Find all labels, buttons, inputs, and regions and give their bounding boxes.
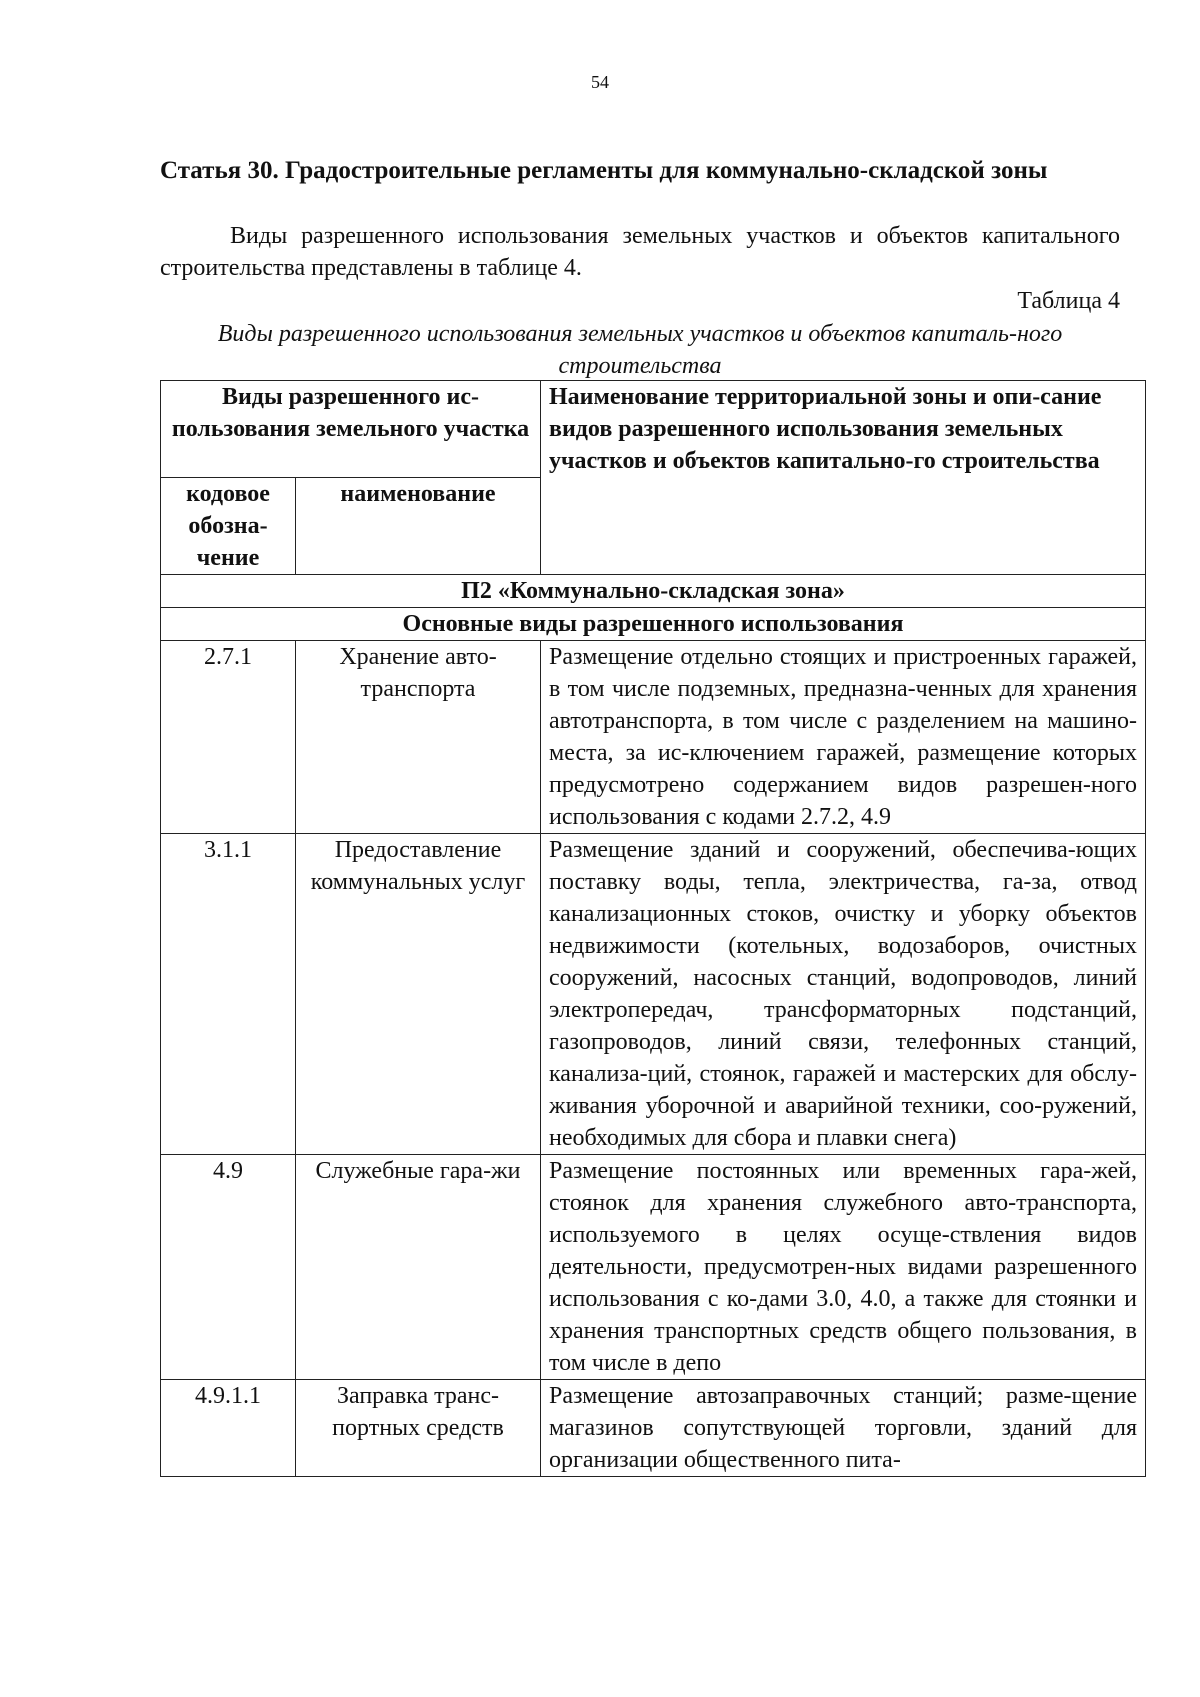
section-title: Основные виды разрешенного использования bbox=[161, 608, 1146, 641]
row-description: Размещение зданий и сооружений, обеспечива-ющих поставку воды, тепла, электричества, га-за, отвод канализационных стоков, очистку и уборку объектов недвижимости (котельных, водозаборов, очистных сооружений, насосных станций, водопроводов, линий электропередач, трансформаторных подстанций, газопроводов, линий связи, телефонных станций, канализа-ций, стоянок, гаражей и мастерских для обслу-живания уборочной и аварийной техники, соо-ружений, необходимых для сбора и плавки снега) bbox=[541, 834, 1146, 1155]
row-code: 2.7.1 bbox=[161, 641, 296, 834]
row-code: 4.9 bbox=[161, 1155, 296, 1380]
row-name: Заправка транс-портных средств bbox=[296, 1380, 541, 1477]
header-zone-description: Наименование территориальной зоны и опи-сание видов разрешенного использования земельных участков и объектов капитально-го строительства bbox=[541, 381, 1146, 575]
table-caption: Виды разрешенного использования земельных участков и объектов капиталь-ного строительства bbox=[217, 321, 1063, 379]
row-name: Предоставление коммунальных услуг bbox=[296, 834, 541, 1155]
article-title: Статья 30. Градостроительные регламенты для коммунально-складской зоны bbox=[160, 157, 1048, 184]
row-description: Размещение отдельно стоящих и пристроенных гаражей, в том числе подземных, предназна-ченных для хранения автотранспорта, в том числе с разделением на машино-места, за ис-ключением гаражей, размещение которых предусмотрено содержанием видов разрешен-ного использования с кодами 2.7.2, 4.9 bbox=[541, 641, 1146, 834]
row-name: Служебные гара-жи bbox=[296, 1155, 541, 1380]
table-row bbox=[161, 1380, 1146, 1477]
table-row bbox=[161, 641, 1146, 834]
page-number: 54 bbox=[591, 72, 609, 92]
header-land-use-types: Виды разрешенного ис-пользования земельного участка bbox=[161, 381, 541, 478]
row-code: 4.9.1.1 bbox=[161, 1380, 296, 1477]
header-name: наименование bbox=[296, 478, 541, 575]
row-description: Размещение автозаправочных станций; разме-щение магазинов сопутствующей торговли, зданий для организации общественного пита- bbox=[541, 1380, 1146, 1477]
row-description: Размещение постоянных или временных гара-жей, стоянок для хранения служебного авто-транспорта, используемого в целях осуще-ствления видов деятельности, предусмотрен-ных видами разрешенного использования с ко-дами 3.0, 4.0, а также для стоянки и хранения транспортных средств общего пользования, в том числе в депо bbox=[541, 1155, 1146, 1380]
zone-title: П2 «Коммунально-складская зона» bbox=[161, 575, 1146, 608]
row-name: Хранение авто-транспорта bbox=[296, 641, 541, 834]
header-code: кодовое обозна-чение bbox=[161, 478, 296, 575]
land-use-table bbox=[160, 380, 1146, 1477]
intro-paragraph: Виды разрешенного использования земельных участков и объектов капитального строительства представлены в таблице 4. bbox=[160, 223, 1120, 281]
row-code: 3.1.1 bbox=[161, 834, 296, 1155]
table-row bbox=[161, 834, 1146, 1155]
table-row bbox=[161, 1155, 1146, 1380]
table-number: Таблица 4 bbox=[1017, 288, 1120, 314]
